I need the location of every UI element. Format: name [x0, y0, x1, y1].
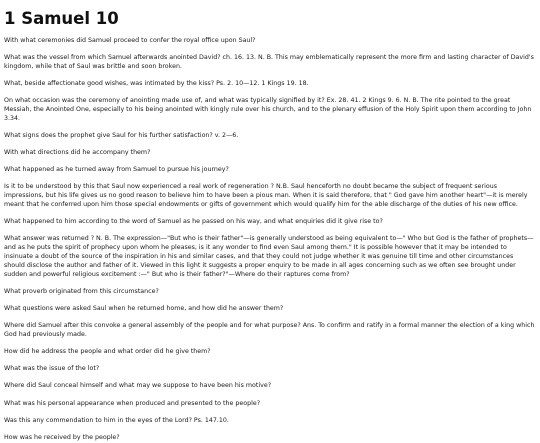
paragraph: Where did Samuel after this convoke a general assembly of the people and for what purpose? Ans. To confirm and ratify in a formal manner the election of a king which God had previously made. [4, 322, 535, 339]
paragraph: On what occasion was the ceremony of anointing made use of, and what was typically signified by it? Ex. 28. 41. 2 Kings 9. 6. N. B. The rite pointed to the great Messiah, the Anointed One, especially to his being anointed with kingly rule over his church, and to the plenary effusion of the Holy Spirit upon them according to John 3.34. [4, 97, 532, 122]
page-title: 1 Samuel 10 [4, 9, 119, 28]
paragraph: Was this any commendation to him in the eyes of the Lord? Ps. 147.10. [4, 416, 229, 424]
paragraph: Is it to be understood by this that Saul now experienced a real work of regeneration ? N.B. Saul henceforth no doubt became the subject of frequent serious impressions, but his life gives us no good reason to believe him to have been a pious man. When it is said therefore, that " God gave him another heart"—it is merely meant that he conferred upon him those special endowments or gifts of government which would qualify him for the able discharge of the duties of his new office. [4, 183, 528, 209]
paragraph: What was the issue of the lot? [4, 365, 100, 373]
paragraph: With what ceremonies did Samuel proceed to confer the royal office upon Saul? [4, 37, 256, 44]
paragraph: Where did Saul conceal himself and what may we suppose to have been his motive? [4, 382, 272, 390]
paragraph: What signs does the prophet give Saul for his further satisfaction? v. 2—6. [4, 132, 239, 140]
paragraph: How did he address the people and what order did he give them? [4, 348, 211, 356]
paragraph: What happened as he turned away from Samuel to pursue his journey? [4, 166, 229, 174]
paragraph: What happened to him according to the word of Samuel as he passed on his way, and what enquiries did it give rise to? [4, 218, 383, 226]
paragraph: What proverb originated from this circumstance? [4, 288, 159, 296]
paragraph: What questions were asked Saul when he returned home, and how did he answer them? [4, 305, 284, 313]
paragraph: What answer was returned ? N. B. The expression—"But who is their father"—is generally understood as being equivalent to—" Who but God is the father of prophets— and as he puts the spirit of prophecy upon whom he pleases, is it any wonder to find even Saul among them." It is possible however that it may be intended to insinuate a doubt of the source of the inspiration in his and similar cases, and that they could not judge whether it was genuine till time and other circumstances should disclose the author and father of it. Viewed in this light it suggests a proper enquiry to be made in all ages concerning such as we often see brought under sudden and powerful religious excitement :—" But who is their father?"—Where do their raptures come from? [4, 235, 534, 278]
question-list [4, 37, 536, 443]
paragraph: What, beside affectionate good wishes, was intimated by the kiss? Ps. 2. 10—12. 1 Kings 19. 18. [4, 80, 309, 88]
paragraph: How was he received by the people? [4, 433, 120, 441]
paragraph: With what directions did he accompany them? [4, 149, 151, 157]
paragraph: What was his personal appearance when produced and presented to the people? [4, 399, 261, 407]
paragraph: What was the vessel from which Samuel afterwards anointed David? ch. 16. 13. N. B. This may emblematically represent the more firm and lasting character of David's kingdom, while that of Saul was brittle and soon broken. [4, 54, 534, 70]
